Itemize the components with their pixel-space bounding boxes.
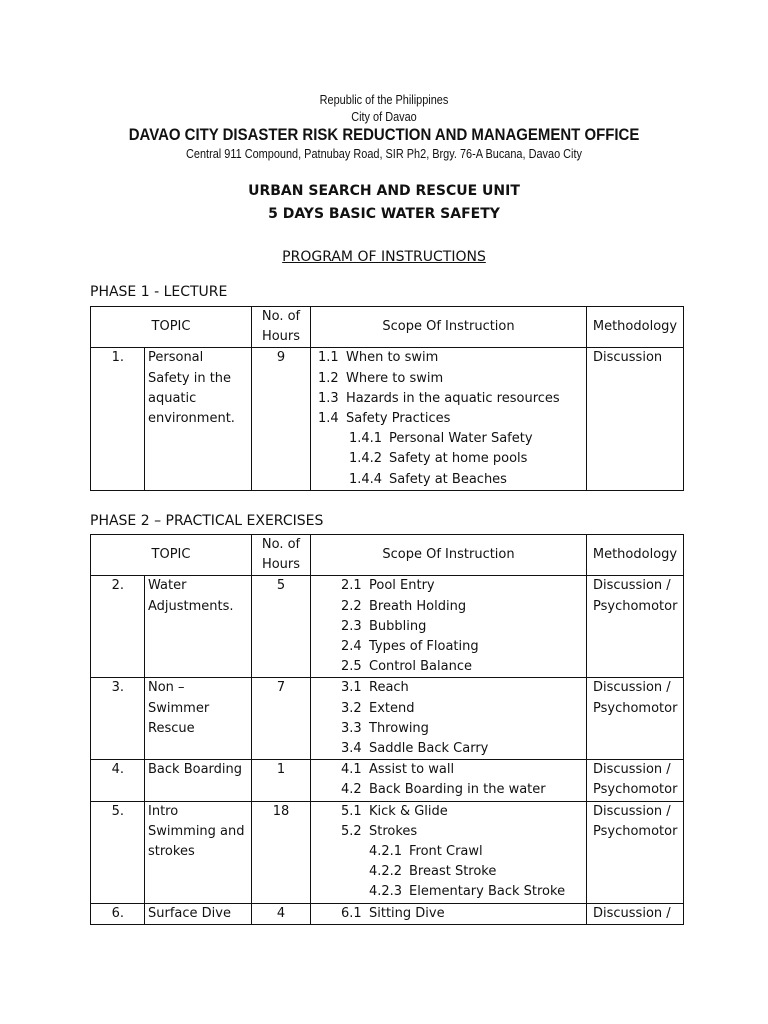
scope-item xyxy=(311,699,586,719)
methodology-line: Psychomotor xyxy=(593,823,678,839)
methodology-line: Discussion / xyxy=(593,680,671,696)
topic-number-cell: 4. xyxy=(91,760,145,801)
methodology-cell xyxy=(587,348,684,490)
hours-cell: 1 xyxy=(252,760,311,801)
city-line: City of Davao xyxy=(351,109,417,124)
topic-line: Swimming and xyxy=(148,823,245,839)
scope-item xyxy=(311,409,586,429)
phase1-table xyxy=(90,306,684,491)
scope-item xyxy=(311,678,586,698)
scope-item-number: 1.4.1 xyxy=(349,431,383,447)
topic-line: aquatic xyxy=(148,390,197,406)
methodology-cell xyxy=(587,760,684,801)
topic-cell xyxy=(145,903,252,924)
scope-item-text: Types of Floating xyxy=(369,639,479,655)
topic-line: Water xyxy=(148,578,187,594)
scope-item xyxy=(311,862,586,882)
table-row xyxy=(91,678,684,760)
phase2-header-row xyxy=(91,535,684,576)
scope-item-text: Kick & Glide xyxy=(369,803,448,819)
scope-item-number: 5.1 xyxy=(341,803,362,819)
scope-item xyxy=(311,719,586,739)
scope-cell xyxy=(311,801,587,903)
scope-item-text: Throwing xyxy=(369,720,429,736)
scope-item xyxy=(311,780,586,800)
address-line: Central 911 Compound, Patnubay Road, SIR Ph2, Brgy. 76-A Bucana, Davao City xyxy=(186,146,582,161)
scope-item xyxy=(311,822,586,842)
col-hours-line1: No. of xyxy=(261,309,301,324)
methodology-line: Psychomotor xyxy=(593,700,678,716)
scope-item xyxy=(311,470,586,490)
topic-line: Surface Dive xyxy=(148,905,231,921)
office-title: DAVAO CITY DISASTER RISK REDUCTION AND MANAGEMENT OFFICE xyxy=(128,125,640,144)
table-row xyxy=(91,576,684,678)
topic-line: Non – xyxy=(148,680,185,696)
topic-line: Intro xyxy=(148,803,179,819)
col-hours-line2: Hours xyxy=(261,557,301,573)
scope-item-text: Pool Entry xyxy=(369,578,435,594)
hours-cell: 18 xyxy=(252,801,311,903)
scope-item xyxy=(311,576,586,596)
scope-item xyxy=(311,389,586,409)
table-row xyxy=(91,903,684,924)
scope-item-text: Safety Practices xyxy=(346,411,451,427)
scope-item-text: Breath Holding xyxy=(369,598,467,614)
col-scope-header: Scope Of Instruction xyxy=(311,307,587,348)
scope-item-number: 3.3 xyxy=(341,720,362,736)
scope-item-text: Control Balance xyxy=(369,659,472,675)
topic-number-cell: 2. xyxy=(91,576,145,678)
topic-line: strokes xyxy=(148,844,195,860)
methodology-line: Discussion / xyxy=(593,803,671,819)
scope-cell xyxy=(311,760,587,801)
scope-item-number: 1.4.4 xyxy=(349,471,383,487)
scope-item-number: 4.1 xyxy=(341,762,362,778)
unit-title: URBAN SEARCH AND RESCUE UNIT xyxy=(248,183,520,199)
topic-cell xyxy=(145,678,252,760)
phase2-title: PHASE 2 – PRACTICAL EXERCISES xyxy=(90,513,324,529)
methodology-cell xyxy=(587,903,684,924)
scope-item-number: 1.2 xyxy=(318,370,339,386)
scope-item-number: 1.1 xyxy=(318,350,339,366)
scope-item xyxy=(311,637,586,657)
topic-cell xyxy=(145,760,252,801)
scope-item-text: Reach xyxy=(369,680,409,696)
scope-cell xyxy=(311,576,587,678)
scope-item-text: Safety at home pools xyxy=(389,451,528,467)
col-hours-line2: Hours xyxy=(261,329,301,345)
topic-number-cell: 3. xyxy=(91,678,145,760)
col-hours-line1: No. of xyxy=(261,537,301,552)
scope-item-text: Breast Stroke xyxy=(409,864,497,880)
hours-cell: 7 xyxy=(252,678,311,760)
scope-item xyxy=(311,429,586,449)
table-row xyxy=(91,760,684,801)
methodology-line: Discussion / xyxy=(593,762,671,778)
republic-line: Republic of the Philippines xyxy=(319,92,449,107)
scope-item-text: Bubbling xyxy=(369,618,427,634)
topic-line: environment. xyxy=(148,411,235,427)
topic-number-cell: 5. xyxy=(91,801,145,903)
hours-cell: 9 xyxy=(252,348,311,490)
methodology-line: Discussion xyxy=(593,350,663,366)
topic-line: Adjustments. xyxy=(148,598,234,614)
scope-item-number: 2.4 xyxy=(341,639,362,655)
scope-item xyxy=(311,739,586,759)
topic-cell xyxy=(145,348,252,490)
phase2-table xyxy=(90,534,684,925)
phase1-title: PHASE 1 - LECTURE xyxy=(90,284,228,300)
scope-item xyxy=(311,449,586,469)
scope-item-number: 1.4.2 xyxy=(349,451,383,467)
scope-item-number: 1.4 xyxy=(318,411,339,427)
scope-cell xyxy=(311,903,587,924)
col-hours-header xyxy=(252,307,311,348)
scope-item xyxy=(311,348,586,368)
scope-item-text: Strokes xyxy=(369,823,418,839)
scope-item-number: 6.1 xyxy=(341,905,362,921)
phase2-body xyxy=(91,576,684,924)
scope-item-text: Elementary Back Stroke xyxy=(409,884,566,900)
scope-item-number: 1.3 xyxy=(318,390,339,406)
col-hours-header xyxy=(252,535,311,576)
scope-item-number: 2.3 xyxy=(341,618,362,634)
program-title: PROGRAM OF INSTRUCTIONS xyxy=(282,249,486,265)
topic-line: Safety in the xyxy=(148,370,232,386)
scope-item xyxy=(311,842,586,862)
scope-item xyxy=(311,760,586,780)
scope-item xyxy=(311,657,586,677)
topic-line: Personal xyxy=(148,350,204,366)
col-topic-header: TOPIC xyxy=(91,307,252,348)
methodology-cell xyxy=(587,576,684,678)
hours-cell: 4 xyxy=(252,903,311,924)
scope-item-number: 4.2.2 xyxy=(369,864,403,880)
methodology-line: Psychomotor xyxy=(593,782,678,798)
topic-line: Swimmer xyxy=(148,700,210,716)
scope-item-number: 3.4 xyxy=(341,741,362,757)
scope-item-text: Back Boarding in the water xyxy=(369,782,546,798)
scope-item-number: 4.2 xyxy=(341,782,362,798)
scope-item-number: 2.2 xyxy=(341,598,362,614)
topic-cell xyxy=(145,801,252,903)
scope-item-text: Assist to wall xyxy=(369,762,455,778)
scope-item xyxy=(311,597,586,617)
topic-number-cell: 6. xyxy=(91,903,145,924)
scope-item-text: Sitting Dive xyxy=(369,905,445,921)
methodology-line: Psychomotor xyxy=(593,598,678,614)
scope-item xyxy=(311,802,586,822)
col-method-header: Methodology xyxy=(587,535,684,576)
scope-cell xyxy=(311,348,587,490)
scope-item-text: Where to swim xyxy=(346,370,444,386)
topic-number-cell: 1. xyxy=(91,348,145,490)
phase1-body xyxy=(91,348,684,490)
scope-item-text: Extend xyxy=(369,700,415,716)
scope-item-text: Hazards in the aquatic resources xyxy=(346,390,560,406)
methodology-line: Discussion / xyxy=(593,578,671,594)
methodology-cell xyxy=(587,801,684,903)
scope-item-number: 5.2 xyxy=(341,823,362,839)
scope-item-number: 2.5 xyxy=(341,659,362,675)
scope-item xyxy=(311,617,586,637)
col-scope-header: Scope Of Instruction xyxy=(311,535,587,576)
scope-item xyxy=(311,369,586,389)
scope-item-text: Safety at Beaches xyxy=(389,471,507,487)
methodology-line: Discussion / xyxy=(593,905,671,921)
topic-line: Back Boarding xyxy=(148,762,243,778)
scope-item-number: 2.1 xyxy=(341,578,362,594)
col-method-header: Methodology xyxy=(587,307,684,348)
scope-item-number: 3.1 xyxy=(341,680,362,696)
scope-item xyxy=(311,882,586,902)
topic-line: Rescue xyxy=(148,720,195,736)
table-row xyxy=(91,348,684,490)
phase1-header-row xyxy=(91,307,684,348)
col-topic-header: TOPIC xyxy=(91,535,252,576)
scope-item-text: When to swim xyxy=(346,350,439,366)
scope-item-number: 4.2.1 xyxy=(369,844,403,860)
course-title: 5 DAYS BASIC WATER SAFETY xyxy=(268,206,500,222)
scope-item-number: 3.2 xyxy=(341,700,362,716)
scope-item-text: Personal Water Safety xyxy=(389,431,533,447)
table-row xyxy=(91,801,684,903)
scope-item-text: Front Crawl xyxy=(409,844,483,860)
methodology-cell xyxy=(587,678,684,760)
scope-cell xyxy=(311,678,587,760)
scope-item-number: 4.2.3 xyxy=(369,884,403,900)
topic-cell xyxy=(145,576,252,678)
scope-item-text: Saddle Back Carry xyxy=(369,741,489,757)
hours-cell: 5 xyxy=(252,576,311,678)
scope-item xyxy=(311,904,586,924)
